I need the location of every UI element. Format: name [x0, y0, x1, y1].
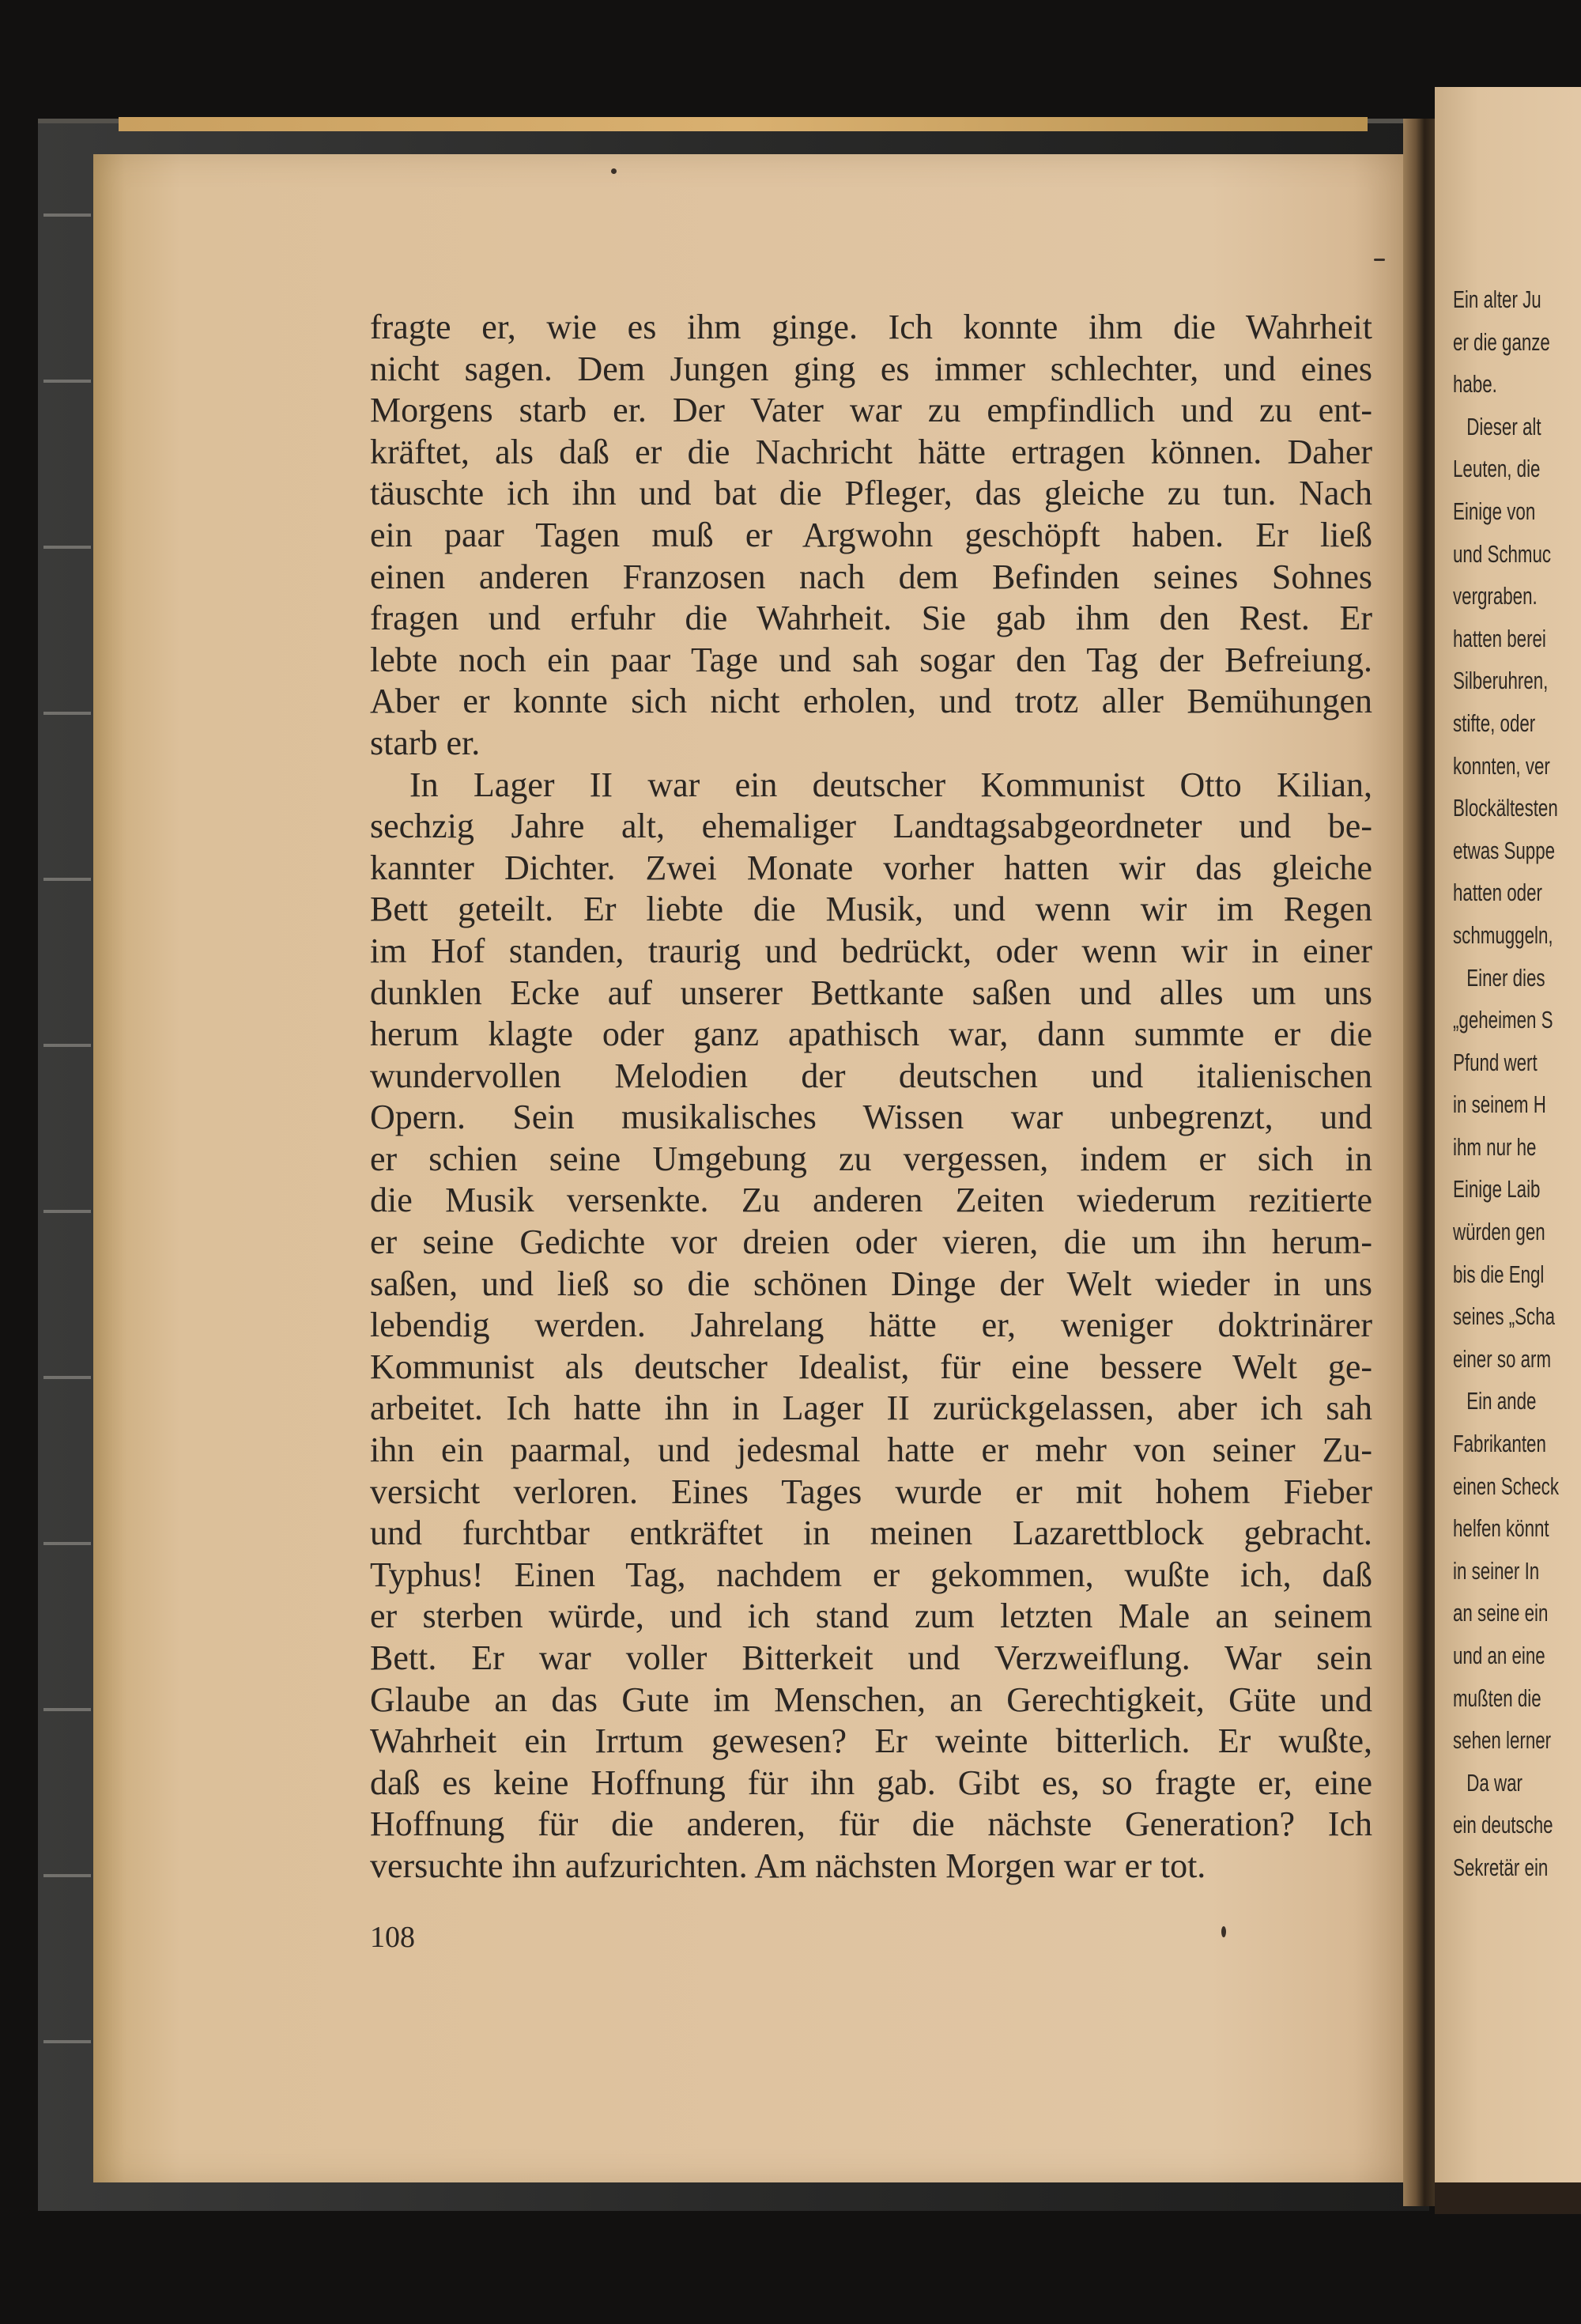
text-line: Morgens starb er. Der Vater war zu empfindlich und zu ent- — [370, 391, 1372, 430]
text-line: saßen, und ließ so die schönen Dinge der Welt wieder in uns — [370, 1264, 1372, 1303]
text-line: Opern. Sein musikalisches Wissen war unbegrenzt, und — [370, 1098, 1372, 1137]
text-line: lebte noch ein paar Tage und sah sogar den Tag der Befreiung. — [370, 640, 1372, 679]
right-page-line: schmuggeln, — [1453, 920, 1553, 949]
text-line: und furchtbar entkräftet in meinen Lazarettblock gebracht. — [370, 1513, 1372, 1553]
text-line: Bett geteilt. Er liebte die Musik, und wenn wir im Regen — [370, 890, 1372, 929]
text-line: Hoffnung für die anderen, für die nächste Generation? Ich — [370, 1804, 1372, 1844]
text-line: versicht verloren. Eines Tages wurde er mit hohem Fieber — [370, 1472, 1372, 1511]
text-line: wundervollen Melodien der deutschen und italienischen — [370, 1056, 1372, 1095]
right-page-line: stifte, oder — [1453, 709, 1536, 737]
text-line: versuchte ihn aufzurichten. Am nächsten Morgen war er tot. — [370, 1846, 1206, 1885]
right-page-line: mußten die — [1453, 1683, 1541, 1712]
text-line: Bett. Er war voller Bitterkeit und Verzweiflung. War sein — [370, 1638, 1372, 1677]
text-line: Typhus! Einen Tag, nachdem er gekommen, wußte ich, daß — [370, 1555, 1372, 1594]
text-line: er sterben würde, und ich stand zum letzten Male an seinem — [370, 1597, 1372, 1636]
text-line: kräftet, als daß er die Nachricht hätte ertragen können. Daher — [370, 432, 1372, 471]
right-page-line: Blockältesten — [1453, 794, 1558, 822]
right-page-line: bis die Engl — [1453, 1260, 1545, 1288]
right-page-line: Leuten, die — [1453, 455, 1541, 483]
text-line: ein paar Tagen muß er Argwohn geschöpft haben. Er ließ — [370, 515, 1372, 554]
right-page-line: seines „Scha — [1453, 1302, 1556, 1331]
right-page-line: sehen lerner — [1453, 1726, 1552, 1755]
right-page-line: „geheimen S — [1453, 1006, 1553, 1034]
cover-wear — [43, 119, 91, 2206]
right-page-line: Da war — [1466, 1768, 1523, 1797]
text-line: Glaube an das Gute im Menschen, an Gerechtigkeit, Güte und — [370, 1680, 1372, 1719]
text-line: er seine Gedichte vor dreien oder vieren, die um ihn herum- — [370, 1222, 1372, 1262]
text-line: starb er. — [370, 723, 481, 762]
right-page-line: ein deutsche — [1453, 1811, 1553, 1839]
right-page-line: helfen könnt — [1453, 1514, 1549, 1543]
ink-speck — [611, 168, 617, 174]
text-line: fragen und erfuhr die Wahrheit. Sie gab ihm den Rest. Er — [370, 599, 1372, 638]
right-page-line: Dieser alt — [1466, 412, 1541, 440]
book-gutter — [1403, 119, 1439, 2206]
right-page-line: in seiner In — [1453, 1556, 1540, 1585]
right-page-line: hatten oder — [1453, 879, 1542, 907]
text-line: Wahrheit ein Irrtum gewesen? Er weinte bitterlich. Er wußte, — [370, 1721, 1372, 1761]
text-line: im Hof standen, traurig und bedrückt, oder wenn wir in einer — [370, 931, 1372, 970]
right-page-line: würden gen — [1453, 1218, 1545, 1246]
right-page-bottom-edge — [1435, 2182, 1581, 2214]
right-page-line: etwas Suppe — [1453, 836, 1556, 864]
text-line: sechzig Jahre alt, ehemaliger Landtagsabgeordneter und be- — [370, 807, 1372, 846]
body-text — [370, 307, 1372, 1888]
right-page-line: hatten berei — [1453, 624, 1546, 652]
text-line: dunklen Ecke auf unserer Bettkante saßen und alles um uns — [370, 973, 1372, 1012]
right-page-line: Einige von — [1453, 497, 1536, 525]
text-line: Kommunist als deutscher Idealist, für eine bessere Welt ge- — [370, 1347, 1372, 1386]
text-line: einen anderen Franzosen nach dem Befinden seines Sohnes — [370, 557, 1372, 596]
page-number: 108 — [370, 1921, 415, 1954]
text-line: fragte er, wie es ihm ginge. Ich konnte ihm die Wahrheit — [370, 308, 1372, 346]
right-page-line: vergraben. — [1453, 582, 1538, 610]
text-line: täuschte ich ihn und bat die Pfleger, das gleiche zu tun. Nach — [370, 474, 1372, 513]
text-line: lebendig werden. Jahrelang hätte er, weniger doktrinärer — [370, 1306, 1372, 1345]
right-page-line: Ein ande — [1466, 1387, 1537, 1415]
text-line: die Musik versenkte. Zu anderen Zeiten wiederum rezitierte — [370, 1181, 1372, 1220]
page-top-edge — [119, 117, 1368, 131]
right-page-line: Fabrikanten — [1453, 1430, 1546, 1458]
text-line: Aber er konnte sich nicht erholen, und trotz aller Bemühungen — [370, 682, 1372, 721]
right-page-line: Pfund wert — [1453, 1048, 1538, 1076]
right-page-line: Einige Laib — [1453, 1175, 1541, 1204]
right-page-line: an seine ein — [1453, 1599, 1549, 1627]
right-page-line: in seinem H — [1453, 1090, 1546, 1119]
right-page-line: Einer dies — [1466, 963, 1545, 992]
text-line: nicht sagen. Dem Jungen ging es immer schlechter, und eines — [370, 349, 1372, 388]
text-line: daß es keine Hoffnung für ihn gab. Gibt es, so fragte er, eine — [370, 1763, 1372, 1802]
text-line: er schien seine Umgebung zu vergessen, indem er sich in — [370, 1139, 1372, 1178]
text-line: In Lager II war ein deutscher Kommunist Otto Kilian, — [409, 765, 1372, 804]
right-page-line: einen Scheck — [1453, 1472, 1560, 1500]
right-page-line: einer so arm — [1453, 1344, 1552, 1373]
right-page-line: Silberuhren, — [1453, 667, 1549, 695]
right-page-line: und an eine — [1453, 1642, 1545, 1669]
right-page-line: konnten, ver — [1453, 751, 1550, 780]
right-page-text — [1453, 278, 1560, 1889]
right-page-line: er die ganze — [1453, 327, 1550, 356]
ink-speck — [1374, 259, 1385, 261]
right-page-line: und Schmuc — [1453, 539, 1552, 568]
text-line: ihn ein paarmal, und jedesmal hatte er mehr von seiner Zu- — [370, 1430, 1372, 1470]
text-line: kannter Dichter. Zwei Monate vorher hatten wir das gleiche — [370, 848, 1372, 887]
right-page-line: Ein alter Ju — [1453, 285, 1541, 313]
right-page-line: ihm nur he — [1453, 1132, 1537, 1161]
right-page-line: habe. — [1453, 370, 1497, 399]
text-line: herum klagte oder ganz apathisch war, dann summte er die — [370, 1015, 1372, 1054]
right-page-line: Sekretär ein — [1453, 1853, 1549, 1881]
text-line: arbeitet. Ich hatte ihn in Lager II zurückgelassen, aber ich sah — [370, 1389, 1372, 1428]
ink-speck — [1221, 1926, 1226, 1937]
